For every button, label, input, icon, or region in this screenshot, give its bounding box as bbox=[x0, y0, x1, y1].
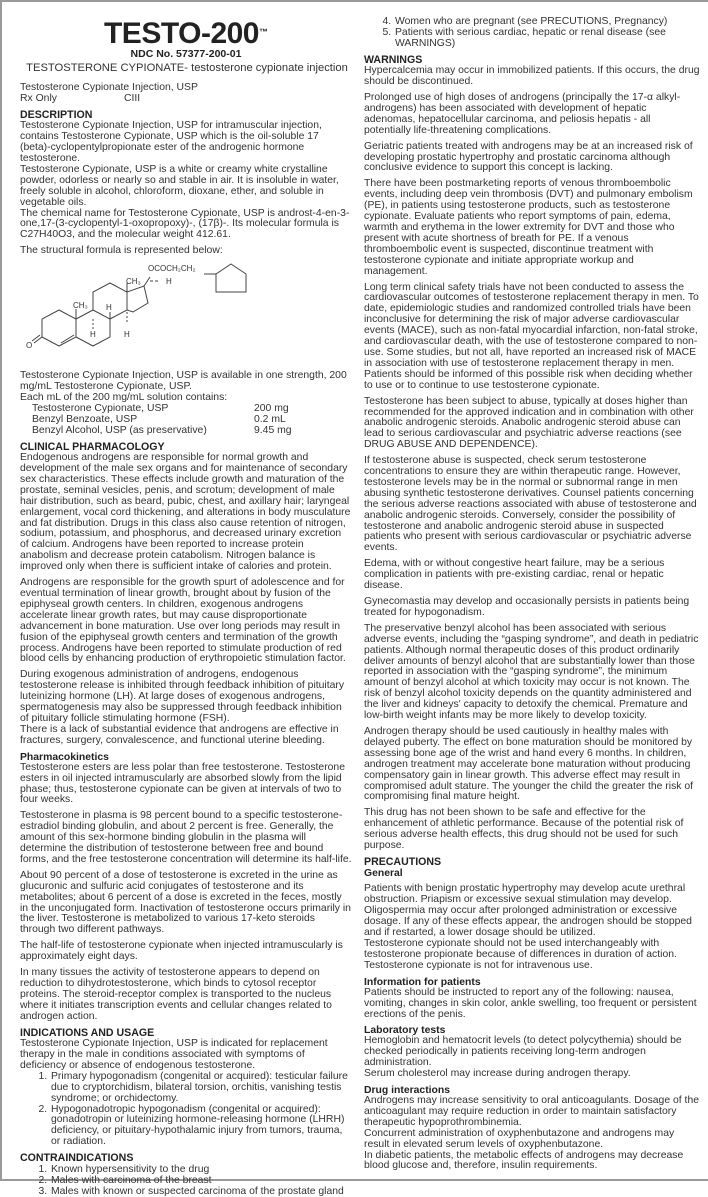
pharmacokinetics-p4: The half-life of testosterone cypionate when injected intramuscularly is approximately eight days. bbox=[20, 941, 352, 963]
cyclopentane-ring bbox=[216, 264, 246, 292]
description-p1: Testosterone Cypionate Injection, USP for intramuscular injection, contains Testosterone Cypionate, USP which is the oil-soluble 17 (beta)-cyclopentylpropionate ester of the androgenic hormone testosterone. bbox=[20, 121, 352, 165]
contraindications-item: 4. Women who are pregnant (see PRECUTIONS, Pregnancy) bbox=[394, 17, 700, 28]
clinical-pharmacology-p2: Androgens are responsible for the growth spurt of adolescence and for eventual termination of linear growth, brought about by fusion of the epiphyseal growth centers. In children, exogenous androgens accelerate linear growth rates, but may cause disproportionate advancement in bone maturation. Use over long periods may result in fusion of the epiphyseal growth centers and termination of the growth process. Androgens have been reported to stimulate production of red blood cells by enhancing production of erythropoietic stimulation factor. bbox=[20, 578, 352, 665]
warnings-p7: If testosterone abuse is suspected, check serum testosterone concentrations to ensure they are within therapeutic range. However, testosterone levels may be in the normal or subnormal range in men abusing synthetic testosterone derivatives. Counsel patients concerning the serious adverse reactions associated with abuse of testosterone and anabolic androgenic steroids. Conversely, consider the possibility of testosterone and anabolic androgenic steroid abuse in suspected patients who present with serious cardiovascular or psychiatric adverse events. bbox=[364, 456, 700, 554]
strength-text: Testosterone Cypionate Injection, USP is available in one strength, 200 mg/mL Testosterone Cypionate, USP. bbox=[20, 371, 352, 393]
drug-interactions-p1: Androgens may increase sensitivity to oral anticoagulants. Dosage of the anticoagulant may require reduction in order to maintain satisfactory therapeutic hypoprothrombinemia. bbox=[364, 1096, 700, 1129]
indications-p1: Testosterone Cypionate Injection, USP is indicated for replacement therapy in the male in conditions associated with symptoms of deficiency or absence of endogenous testosterone. bbox=[20, 1039, 352, 1072]
clinical-pharmacology-p3: During exogenous administration of androgens, endogenous testosterone release is inhibited through feedback inhibition of pituitary luteinizing hormone (LH). At large doses of exogenous androgens, spermatogenesis may also be suppressed through feedback inhibition of pituitary follicle stimulating hormone (FSH). bbox=[20, 670, 352, 725]
brand-title bbox=[20, 20, 352, 48]
warnings-heading: WARNINGS bbox=[364, 55, 700, 67]
h-top-label: H bbox=[166, 277, 172, 286]
precautions-general-p3: Testosterone cypionate is not for intravenous use. bbox=[364, 961, 700, 972]
clinical-pharmacology-p1: Endogenous androgens are responsible for normal growth and development of the male sex organs and for maintenance of secondary sex characteristics. These effects include growth and maturation of the prostate, seminal vesicles, penis, and scrotum; development of male hair distribution, such as beard, pubic, chest, and axillary hair; laryngeal enlargement, vocal cord thickening, and alterations in body musculature and fat distribution. Drugs in this class also cause retention of nitrogen, sodium, potassium, and phosphorus, and decreased urinary excretion of calcium. Androgens have been reported to increase protein anabolism and decrease protein catabolism. Nitrogen balance is improved only when there is sufficient intake of calories and protein. bbox=[20, 453, 352, 573]
trademark-symbol: ™ bbox=[259, 27, 268, 37]
description-heading: DESCRIPTION bbox=[20, 110, 352, 122]
warnings-p1: Hypercalcemia may occur in immobilized patients. If this occurs, the drug should be discontinued. bbox=[364, 66, 700, 88]
ester-label: OCOCH₂CH₂ bbox=[148, 264, 196, 273]
ndc-number: NDC No. 57377-200-01 bbox=[20, 48, 352, 60]
warnings-p9: Gynecomastia may develop and occasionally persists in patients being treated for hypogonadism. bbox=[364, 597, 700, 619]
pharmacokinetics-heading: Pharmacokinetics bbox=[20, 752, 352, 763]
precautions-general-heading: General bbox=[364, 868, 700, 879]
warnings-p8: Edema, with or without congestive heart failure, may be a serious complication in patients with pre-existing cardiac, renal or hepatic disease. bbox=[364, 559, 700, 592]
warnings-p5: Long term clinical safety trials have not been conducted to assess the cardiovascular outcomes of testosterone replacement therapy in men. To date, epidemiologic studies and randomized controlled trials have been inconclusive for determining the risk of major adverse cardiovascular events (MACE), such as non-fatal myocardial infarction, non-fatal stroke, and cardiovascular death, with the use of testosterone compared to non-use. Some studies, but not all, have reported an increased risk of MACE in association with use of testosterone replacement therapy in men. Patients should be informed of this possible risk when deciding whether to use or to continue to use testosterone cypionate. bbox=[364, 283, 700, 392]
warnings-p10: The preservative benzyl alcohol has been associated with serious adverse events, including the “gasping syndrome”, and death in pediatric patients. Although normal therapeutic doses of this product ordinarily deliver amounts of benzyl alcohol that are substantially lower than those reported in association with the “gasping syndrome”, the minimum amount of benzyl alcohol at which toxicity may occur is not known. The risk of benzyl alcohol toxicity depends on the quantity administered and the liver and kidneys' capacity to detoxify the chemical. Premature and low-birth weight infants may be more likely to develop toxicity. bbox=[364, 624, 700, 722]
pharmacokinetics-p2: Testosterone in plasma is 98 percent bound to a specific testosterone-estradiol binding globulin, and about 2 percent is free. Generally, the amount of this sex-hormone binding globulin in the plasma will determine the distribution of testosterone between free and bound forms, and the free testosterone concentration will determine its half-life. bbox=[20, 811, 352, 866]
info-patients-p1: Patients should be instructed to report any of the following: nausea, vomiting, changes in skin color, ankle swelling, too frequent or persistent erections of the penis. bbox=[364, 988, 700, 1021]
left-column bbox=[20, 0, 352, 1197]
drug-interactions-p2: Concurrent administration of oxyphenbutazone and androgens may result in elevated serum levels of oxyphenbutazone. bbox=[364, 1129, 700, 1151]
indications-heading: INDICATIONS AND USAGE bbox=[20, 1028, 352, 1040]
contraindications-item: 2. Males with carcinoma of the breast bbox=[50, 1176, 352, 1187]
clinical-pharmacology-heading: CLINICAL PHARMACOLOGY bbox=[20, 442, 352, 454]
h-low-right-label: H bbox=[124, 330, 130, 339]
rx-line bbox=[20, 94, 352, 105]
rx-only: Rx Only bbox=[20, 94, 124, 105]
pharmacokinetics-p3: About 90 percent of a dose of testosterone is excreted in the urine as glucuronic and sulfuric acid conjugates of testosterone and its metabolites; about 6 percent of a dose is excreted in the feces, mostly in the unconjugated form. Inactivation of testosterone occurs primarily in the liver. Testosterone is metabolized to various 17-keto steroids through two different pathways. bbox=[20, 871, 352, 936]
description-p3: The chemical name for Testosterone Cypionate, USP is androst-4-en-3-one,17-(3-cyclopentyl-1-oxopropoxy)-, (17β)-. Its molecular formula is C27H40O3, and the molecular weight 412.61. bbox=[20, 209, 352, 242]
contraindications-item: 5. Patients with serious cardiac, hepatic or renal disease (see WARNINGS) bbox=[394, 28, 700, 50]
ingredient-row: Benzyl Benzoate, USP 0.2 mL bbox=[20, 415, 352, 426]
warnings-p3: Geriatric patients treated with androgens may be at an increased risk of developing prostatic hypertrophy and prostatic carcinoma although conclusive evidence to support this concept is lacking. bbox=[364, 142, 700, 175]
schedule: CIII bbox=[124, 94, 140, 105]
contraindications-heading: CONTRAINDICATIONS bbox=[20, 1153, 352, 1165]
formula-intro: The structural formula is represented below: bbox=[20, 246, 352, 257]
pharmacokinetics-p1: Testosterone esters are less polar than free testosterone. Testosterone esters in oil injected intramuscularly are absorbed slowly from the lipid phase; thus, testosterone cypionate can be given at intervals of two to four weeks. bbox=[20, 763, 352, 807]
drug-interactions-p3: In diabetic patients, the metabolic effects of androgens may decrease blood glucose and, therefore, insulin requirements. bbox=[364, 1151, 700, 1173]
warnings-p2: Prolonged use of high doses of androgens (principally the 17-α alkyl-androgens) has been associated with development of hepatic adenomas, hepatocellular carcinoma, and peliosis hepatis - all potentially life-threatening complications. bbox=[364, 93, 700, 137]
product-subtitle: TESTOSTERONE CYPIONATE- testosterone cypionate injection bbox=[12, 61, 362, 75]
drug-interactions-heading: Drug interactions bbox=[364, 1085, 700, 1096]
h-low-left-label: H bbox=[90, 330, 96, 339]
lab-tests-heading: Laboratory tests bbox=[364, 1025, 700, 1036]
h-mid-label: H bbox=[106, 303, 112, 312]
indications-item: 2. Hypogonadotropic hypogonadism (congenital or acquired): gonadotropin or luteinizing hormone-releasing hormone (LHRH) deficiency, or pituitary-hypothalamic injury from tumors, trauma, or radiation. bbox=[50, 1105, 352, 1149]
contraindications-item: 3. Males with known or suspected carcinoma of the prostate gland bbox=[50, 1187, 352, 1197]
contains-text: Each mL of the 200 mg/mL solution contains: bbox=[20, 393, 352, 404]
contraindications-item: 1. Known hypersensitivity to the drug bbox=[50, 1165, 352, 1176]
structural-formula bbox=[20, 257, 352, 367]
contraindications-list-continued bbox=[364, 17, 700, 50]
lab-tests-p1: Hemoglobin and hematocrit levels (to detect polycythemia) should be checked periodically in patients receiving long-term androgen administration. bbox=[364, 1036, 700, 1069]
brand-name: TESTO-200 bbox=[104, 17, 259, 50]
ingredient-row: Testosterone Cypionate, USP 200 mg bbox=[20, 404, 352, 415]
ch3-left-label: CH₃ bbox=[73, 301, 88, 310]
info-patients-heading: Information for patients bbox=[364, 977, 700, 988]
precautions-heading: PRECAUTIONS bbox=[364, 857, 700, 869]
warnings-p6: Testosterone has been subject to abuse, typically at doses higher than recommended for the approved indication and in combination with other anabolic androgenic steroids. Anabolic androgenic steroid abuse can lead to serious cardiovascular and psychiatric adverse reactions (see DRUG ABUSE AND DEPENDENCE). bbox=[364, 397, 700, 452]
indications-item: 1. Primary hypogonadism (congenital or acquired): testicular failure due to cryptorchidism, bilateral torsion, orchitis, vanishing testis syndrome; or orchidectomy. bbox=[50, 1072, 352, 1105]
product-name: Testosterone Cypionate Injection, USP bbox=[20, 83, 352, 94]
oxygen-label: O bbox=[26, 341, 32, 350]
structural-formula-diagram bbox=[20, 257, 350, 367]
description-p2: Testosterone Cypionate, USP is a white or creamy white crystalline powder, odorless or nearly so and stable in air. It is insoluble in water, freely soluble in alcohol, chloroform, dioxane, ether, and soluble in vegetable oils. bbox=[20, 165, 352, 209]
warnings-p11: Androgen therapy should be used cautiously in healthy males with delayed puberty. The effect on bone maturation should be monitored by assessing bone age of the wrist and hand every 6 months. In children, androgen treatment may accelerate bone maturation without producing compensatory gain in linear growth. This adverse effect may result in compromised adult stature. The younger the child the greater the risk of compromising final mature height. bbox=[364, 727, 700, 803]
ingredient-row: Benzyl Alcohol, USP (as preservative) 9.45 mg bbox=[20, 426, 352, 437]
precautions-general-p1: Patients with benign prostatic hypertrophy may develop acute urethral obstruction. Priapism or excessive sexual stimulation may develop. Oligospermia may occur after prolonged administration or excessive dosage. If any of these effects appear, the androgen should be stopped and if restarted, a lower dosage should be utilized. bbox=[364, 884, 700, 939]
lab-tests-p2: Serum cholesterol may increase during androgen therapy. bbox=[364, 1069, 700, 1080]
precautions-general-p2: Testosterone cypionate should not be used interchangeably with testosterone propionate because of differences in duration of action. bbox=[364, 939, 700, 961]
ring-a bbox=[42, 310, 76, 346]
clinical-pharmacology-p4: There is a lack of substantial evidence that androgens are effective in fractures, surgery, convalescence, and functional uterine bleeding. bbox=[20, 725, 352, 747]
ch3-top-label: CH₃ bbox=[126, 277, 141, 286]
right-column bbox=[364, 17, 700, 1172]
indications-list bbox=[20, 1072, 352, 1148]
warnings-p4: There have been postmarketing reports of venous thromboembolic events, including deep vein thrombosis (DVT) and pulmonary embolism (PE), in patients using testosterone products, such as testosterone cypionate. Evaluate patients who report symptoms of pain, edema, warmth and erythema in the lower extremity for DVT and those who present with acute shortness of breath for PE. If a venous thromboembolic event is suspected, discontinue treatment with testosterone cypionate and initiate appropriate workup and management. bbox=[364, 179, 700, 277]
pharmacokinetics-p5: In many tissues the activity of testosterone appears to depend on reduction to dihydrotestosterone, which binds to cytosol receptor proteins. The steroid-receptor complex is transported to the nucleus where it initiates transcription events and cellular changes related to androgen action. bbox=[20, 968, 352, 1023]
warnings-p12: This drug has not been shown to be safe and effective for the enhancement of athletic performance. Because of the potential risk of serious adverse health effects, this drug should not be used for such purpose. bbox=[364, 808, 700, 852]
